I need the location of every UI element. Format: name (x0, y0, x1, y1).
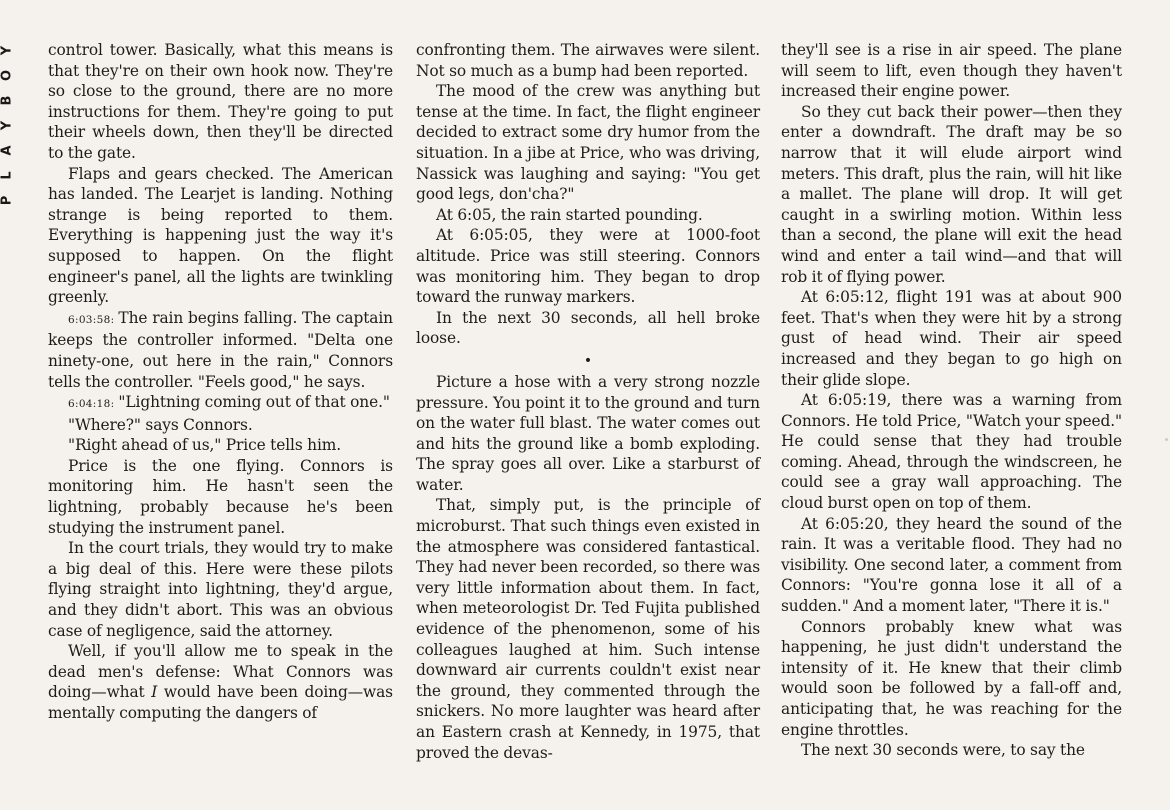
paragraph: confronting them. The airwaves were silent. Not so much as a bump had been reported. (416, 41, 760, 80)
paragraph-text: The rain begins falling. The captain keeps the controller informed. "Delta one ninety-one, out here in the rain," Connors tells the controller. "Feels good," he says. (48, 308, 393, 391)
emphasis: I (151, 683, 158, 702)
paragraph-text: would have been doing—was mentally computing the dangers of (48, 683, 393, 722)
paragraph: Flaps and gears checked. The American has landed. The Learjet is landing. Nothing strange is being reported to them. Everything is happening just the way it's supposed to happen. On the flight engineer's panel, all the lights are twinkling greenly. (48, 164, 393, 307)
paragraph: they'll see is a rise in air speed. The plane will seem to lift, even though they haven't increased their engine power. (781, 41, 1122, 101)
paragraph (48, 308, 393, 392)
paragraph (48, 392, 393, 415)
running-head-letter: O (0, 69, 15, 82)
paragraph: "Where?" says Connors. (68, 415, 253, 434)
paragraph: At 6:05:19, there was a warning from Connors. He told Price, "Watch your speed." He could sense that they had trouble coming. Ahead, through the windscreen, he could see a gray wall approaching. The cloud burst open on top of them. (781, 391, 1122, 513)
paragraph: Picture a hose with a very strong nozzle pressure. You point it to the ground and turn on the water full blast. The water comes out and hits the ground like a bomb exploding. The spray goes all over. Like a starburst of water. (416, 372, 760, 494)
paragraph: "Right ahead of us," Price tells him. (68, 436, 342, 455)
paragraph: At 6:05, the rain started pounding. (436, 205, 703, 224)
timestamp: 6:03:58: (68, 313, 115, 326)
running-head-letter: L (0, 171, 15, 180)
running-head-letter: Y (0, 120, 15, 131)
paragraph-text: "Lightning coming out of that one." (118, 393, 390, 412)
scan-speck (1165, 438, 1168, 441)
paragraph: In the court trials, they would try to make a big deal of this. Here were these pilots flying straight into lightning, they'd argue, and they didn't abort. This was an obvious case of negligence, said the attorney. (48, 539, 393, 640)
paragraph: In the next 30 seconds, all hell broke loose. (416, 308, 760, 348)
running-head (2, 38, 24, 213)
paragraph-text: Well, if you'll allow me to speak in the dead men's defense: What Connors was doing—what (48, 642, 393, 702)
running-head-letter: B (0, 95, 15, 106)
paragraph: That, simply put, is the principle of microburst. That such things even existed in the atmosphere was considered fantastical. They had never been recorded, so there was very little information about them. In fact, when meteorologist Dr. Ted Fujita published evidence of the phenomenon, some of his colleagues laughed at him. Such intense downward air currents couldn't exist near the ground, they commented through the snickers. No more laughter was heard after an Eastern crash at Kennedy, in 1975, that proved the devas- (416, 496, 760, 762)
paragraph: At 6:05:12, flight 191 was at about 900 feet. That's when they were hit by a strong gust of head wind. Their air speed increased and they began to go high on their glide slope. (781, 288, 1122, 389)
paragraph: At 6:05:05, they were at 1000-foot altitude. Price was still steering. Connors was monitoring him. They began to drop toward the runway markers. (416, 226, 760, 307)
text-column-3 (781, 40, 1122, 761)
paragraph (48, 641, 393, 723)
text-column-2 (416, 40, 760, 763)
paragraph: Connors probably knew what was happening, he just didn't understand the intensity of it. He knew that their climb would soon be followed by a fall-off and, anticipating that, he was reaching for the engine throttles. (781, 617, 1122, 739)
paragraph: Price is the one flying. Connors is monitoring him. He hasn't seen the lightning, probably because he's been studying the instrument panel. (48, 456, 393, 537)
running-head-letter: P (0, 195, 15, 206)
timestamp: 6:04:18: (68, 398, 115, 411)
paragraph: So they cut back their power—then they enter a downdraft. The draft may be so narrow that it will elude airport wind meters. This draft, plus the rain, will hit like a mallet. The plane will drop. It will get caught in a swirling motion. Within less than a second, the plane will exit the head wind and enter a tail wind—and that will rob it of flying power. (781, 102, 1122, 286)
section-separator: • (583, 352, 593, 369)
paragraph: control tower. Basically, what this means is that they're on their own hook now. They're so close to the ground, there are no more instructions for them. They're going to put their wheels down, then they'll be directed to the gate. (48, 41, 393, 162)
paragraph: The next 30 seconds were, to say the (801, 741, 1085, 760)
text-column-1 (48, 40, 393, 724)
paragraph: At 6:05:20, they heard the sound of the rain. It was a veritable flood. They had no visibility. One second later, a comment from Connors: "You're gonna lose it all of a sudden." And a moment later, "There it is." (781, 514, 1122, 616)
running-head-letter: A (0, 145, 15, 156)
running-head-letter: Y (0, 45, 15, 56)
paragraph: The mood of the crew was anything but tense at the time. In fact, the flight engineer decided to extract some dry humor from the situation. In a jibe at Price, who was driving, Nassick was laughing and saying: "You get good legs, don'cha?" (416, 82, 760, 204)
